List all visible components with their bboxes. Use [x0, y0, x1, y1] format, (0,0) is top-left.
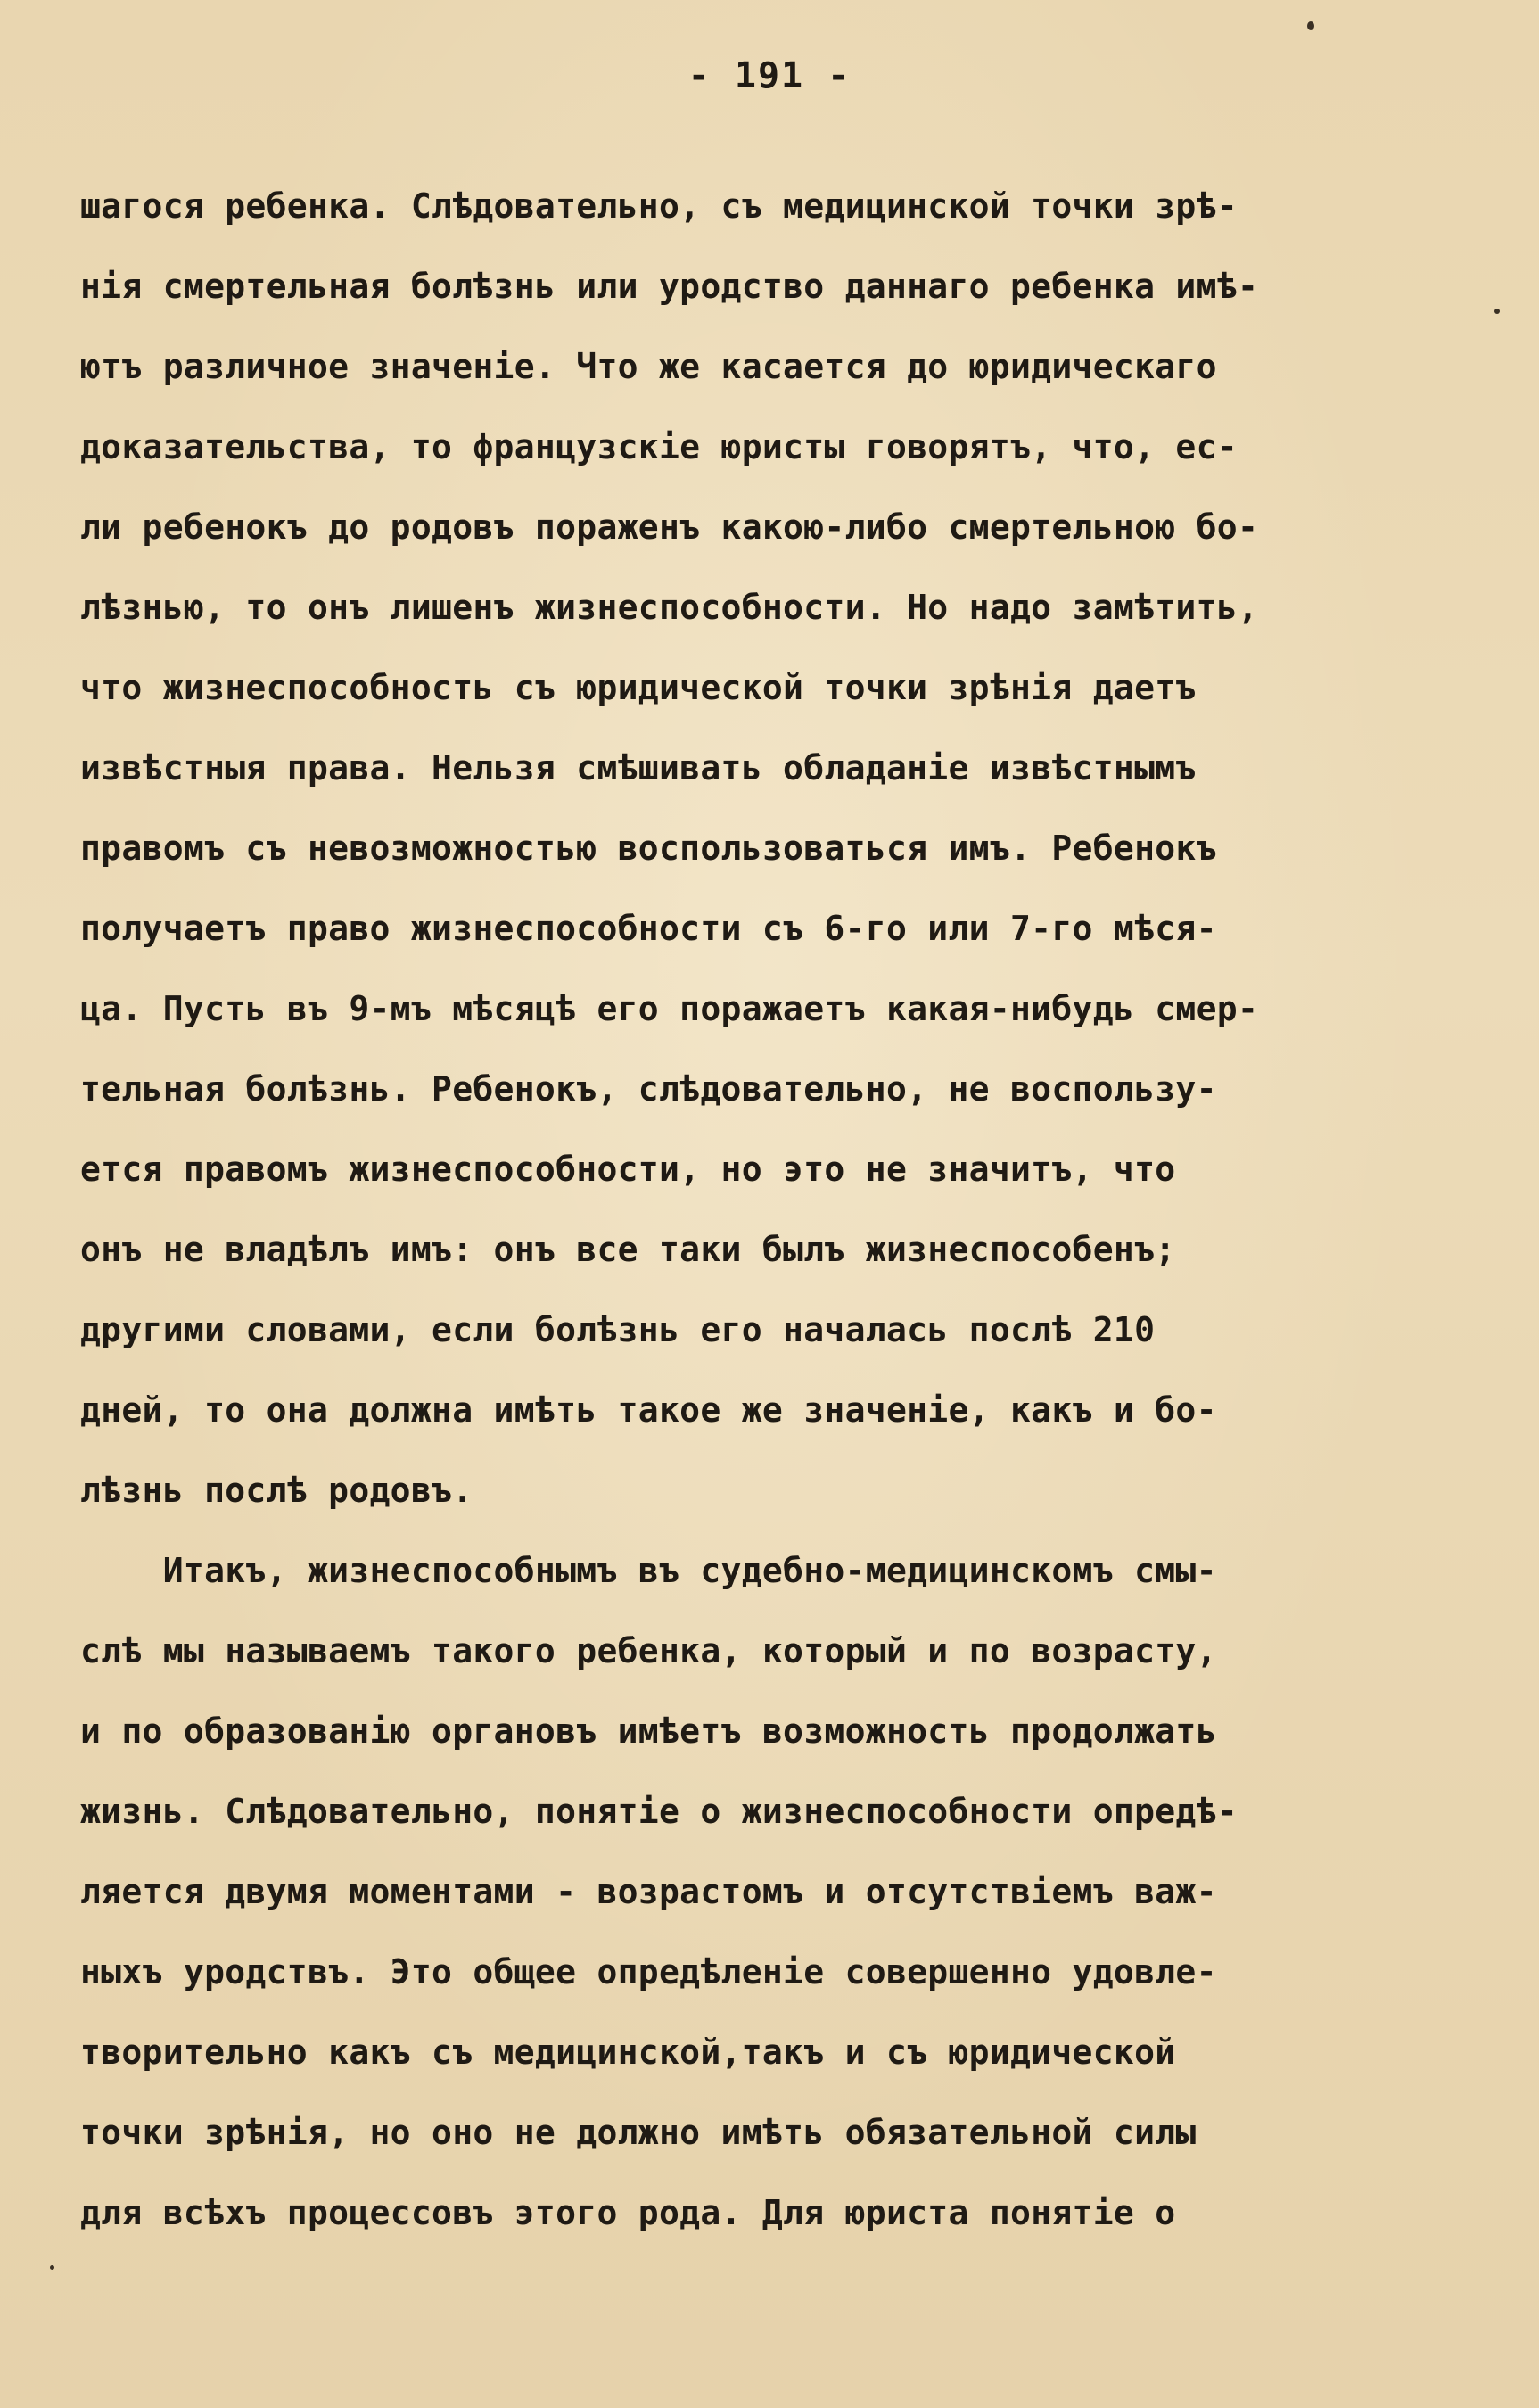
text-line: нія смертельная болѣзнь или уродство даннаго ребенка имѣ-: [80, 267, 1259, 306]
text-line: точки зрѣнія, но оно не должно имѣть обязательной силы: [80, 2113, 1197, 2152]
text-line: слѣ мы называемъ такого ребенка, который и по возрасту,: [80, 1631, 1217, 1670]
text-line: онъ не владѣлъ имъ: онъ все таки былъ жизнеспособенъ;: [80, 1230, 1176, 1269]
text-line: дней, то она должна имѣть такое же значеніе, какъ и бо-: [80, 1390, 1217, 1430]
text-line: ляется двумя моментами - возрастомъ и отсутствіемъ важ-: [80, 1872, 1217, 1911]
text-line: и по образованію органовъ имѣетъ возможность продолжать: [80, 1711, 1217, 1751]
text-line: что жизнеспособность съ юридической точки зрѣнія даетъ: [80, 668, 1197, 707]
text-line: творительно какъ съ медицинской,такъ и съ юридической: [80, 2033, 1176, 2072]
text-line: жизнь. Слѣдовательно, понятіе о жизнеспособности опредѣ-: [80, 1792, 1238, 1831]
text-line: получаетъ право жизнеспособности съ 6-го или 7-го мѣся-: [80, 909, 1217, 948]
text-line: извѣстныя права. Нельзя смѣшивать обладаніе извѣстнымъ: [80, 748, 1197, 788]
text-line: ли ребенокъ до родовъ пораженъ какою-либо смертельною бо-: [80, 507, 1259, 547]
text-line: правомъ съ невозможностью воспользоваться имъ. Ребенокъ: [80, 829, 1217, 868]
text-line: ныхъ уродствъ. Это общее опредѣленіе совершенно удовле-: [80, 1952, 1217, 1992]
text-line: другими словами, если болѣзнь его началась послѣ 210: [80, 1310, 1156, 1349]
body-text: [80, 175, 1507, 2262]
text-line: доказательства, то французскіе юристы говорятъ, что, ес-: [80, 427, 1238, 466]
text-line: Итакъ, жизнеспособнымъ въ судебно-медицинскомъ смы-: [80, 1551, 1217, 1590]
text-line: лѣзнью, то онъ лишенъ жизнеспособности. Но надо замѣтить,: [80, 588, 1259, 627]
text-line: ца. Пусть въ 9-мъ мѣсяцѣ его поражаетъ какая-нибудь смер-: [80, 989, 1259, 1028]
text-line: лѣзнь послѣ родовъ.: [80, 1471, 473, 1510]
text-line: тельная болѣзнь. Ребенокъ, слѣдовательно, не воспользу-: [80, 1069, 1217, 1109]
text-line: ютъ различное значеніе. Что же касается до юридическаго: [80, 347, 1217, 386]
ink-speck: [1307, 21, 1314, 30]
text-line: ется правомъ жизнеспособности, но это не значитъ, что: [80, 1150, 1176, 1189]
ink-speck: [50, 2265, 54, 2270]
text-line: шагося ребенка. Слѣдовательно, съ медицинской точки зрѣ-: [80, 186, 1238, 226]
text-line: для всѣхъ процессовъ этого рода. Для юриста понятіе о: [80, 2193, 1176, 2232]
page-number: - 191 -: [687, 55, 852, 96]
ink-speck: [1494, 309, 1500, 314]
